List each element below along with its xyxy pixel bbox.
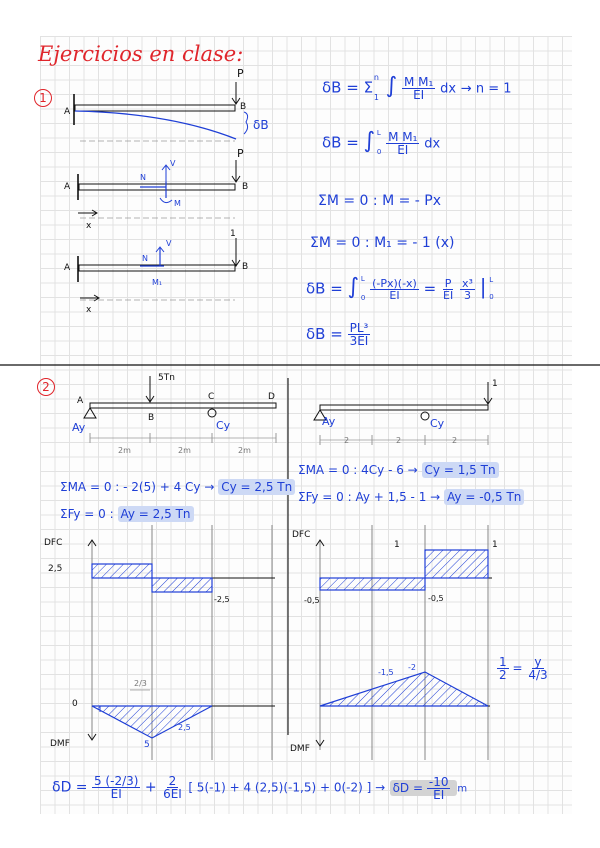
- ex1-label-p2: P: [237, 147, 244, 160]
- ex1-label-one: 1: [230, 229, 236, 239]
- dmf-left-label: DMF: [50, 739, 70, 749]
- ex1-eq6: δB = $\frac{\text{PL³}}{3EI}$: [306, 321, 369, 348]
- ex1-eq1: δB = Σ n 1 ∫ $\frac{\text{M M₁}}{EI}$ dx → n = 1: [322, 73, 512, 102]
- dfc-right: [316, 525, 492, 760]
- ex2-label-a: A: [77, 396, 84, 406]
- ex2-label-ay: Ay: [72, 421, 86, 434]
- dfc-right-val-05b: -0,5: [428, 594, 444, 603]
- ex1-label-p1: P: [237, 67, 244, 80]
- exercise-1-number: 1: [34, 89, 52, 107]
- ex2-span-1: 2m: [118, 446, 131, 455]
- dfc-left-label: DFC: [44, 538, 63, 548]
- ex2-span-2: 2m: [178, 446, 191, 455]
- ex2-eq-c: ΣMA = 0 : 4Cy - 6 → Cy = 1,5 Tn: [298, 464, 499, 476]
- dmf-right-label: DMF: [290, 744, 310, 754]
- ex2-eq-b: ΣFy = 0 : Ay = 2,5 Tn: [60, 508, 194, 520]
- ex1-eq3: ΣM = 0 : M = - Px: [318, 193, 442, 209]
- ex1-label-a1: A: [64, 107, 71, 117]
- ex2-right-span-1: 2: [344, 436, 350, 445]
- ex2-load-label: 5Tn: [158, 373, 175, 383]
- final-deflection-equation: δD = $\frac{5 (-2/3)}{EI}$ + $\frac{2}{6EI}$ [ 5(-1) + 4 (2,5)(-1,5) + 0(-2) ] → δD = $\frac{-10}{EI}$ m: [52, 774, 468, 802]
- dmf-right-val-2: -2: [408, 663, 416, 672]
- ex2-eq-b-result: Ay = 2,5 Tn: [118, 506, 194, 522]
- ex1-label-n2: N: [140, 173, 146, 182]
- ex2-right-label-cy: Cy: [430, 417, 445, 430]
- ex2-eq-d: ΣFy = 0 : Ay + 1,5 - 1 → Ay = -0,5 Tn: [298, 491, 524, 503]
- ex1-eq4: ΣM = 0 : M₁ = - 1 (x): [310, 235, 455, 251]
- ex2-span-3: 2m: [238, 446, 251, 455]
- page-title: Ejercicios en clase:: [38, 42, 244, 66]
- ex1-label-m1: M₁: [152, 278, 163, 287]
- dfc-right-val-1b: 1: [492, 540, 498, 550]
- ex1-beam-section-unit: [78, 238, 240, 301]
- ex1-eq5: δB = ∫ L 0 $\frac{(-Px)(-x)}{EI}$ = $\frac{P}{EI}$ $\frac{\text{x³}}{3}$ | L 0: [306, 274, 494, 302]
- ex2-label-cy: Cy: [216, 419, 231, 432]
- dmf-left: [88, 690, 275, 740]
- ex2-right-load: 1: [492, 379, 498, 389]
- dmf-right: [316, 672, 490, 746]
- ex2-label-d: D: [268, 392, 275, 402]
- dmf-right-val-15: -1,5: [378, 668, 394, 677]
- ex1-label-v2: V: [170, 159, 176, 168]
- ex2-right-span-2: 2: [396, 436, 402, 445]
- dmf-left-zero: 0: [72, 699, 78, 709]
- dfc-right-label: DFC: [292, 530, 311, 540]
- ex2-eq-d-result: Ay = -0,5 Tn: [444, 489, 524, 505]
- ex1-label-x2: x: [86, 221, 92, 231]
- dmf-left-val-25: 2,5: [178, 723, 191, 732]
- ex1-beam-deflected: [74, 82, 248, 141]
- dfc-left-val-1: 2,5: [48, 564, 63, 574]
- ex2-eq-a: ΣMA = 0 : - 2(5) + 4 Cy → Cy = 2,5 Tn: [60, 481, 295, 493]
- ex2-eq-c-result: Cy = 1,5 Tn: [422, 462, 499, 478]
- ex1-label-b2: B: [242, 182, 249, 192]
- ex1-eq2: δB = ∫ L 0 $\frac{\text{M M₁}}{EI}$ dx: [322, 128, 441, 157]
- ex1-label-v3: V: [166, 239, 172, 248]
- ex1-label-a3: A: [64, 263, 71, 273]
- ex1-label-b3: B: [242, 262, 249, 272]
- dmf-left-val-5: 5: [144, 740, 150, 750]
- ex1-label-a2: A: [64, 182, 71, 192]
- ex1-label-deltab: δB: [253, 118, 269, 132]
- exercise-2-number: 2: [37, 378, 55, 396]
- ex2-right-label-ay: Ay: [322, 415, 336, 428]
- ex1-label-m2: M: [174, 199, 181, 208]
- dfc-left-val-2: -2,5: [214, 595, 230, 604]
- ex2-right-span-3: 2: [452, 436, 458, 445]
- dfc-right-val-1a: 1: [394, 540, 400, 550]
- similar-triangles-ratio: $\frac{1}{2}$ = $\frac{y}{4/3}$: [499, 655, 548, 682]
- ex2-label-b: B: [148, 413, 155, 423]
- ex2-right-beam: [314, 382, 492, 445]
- final-result: δD = $\frac{-10}{EI}$: [390, 780, 458, 796]
- ex2-label-c: C: [208, 392, 215, 402]
- ex1-label-n3: N: [142, 254, 148, 263]
- dfc-right-val-05a: -0,5: [304, 596, 320, 605]
- ex2-eq-a-result: Cy = 2,5 Tn: [218, 479, 295, 495]
- ex1-label-x3: x: [86, 305, 92, 315]
- dmf-left-val-23: 2/3: [134, 679, 147, 688]
- ex2-left-beam: [84, 373, 276, 443]
- ex1-label-b1: B: [240, 102, 247, 112]
- ex1-beam-section-real: [78, 160, 240, 218]
